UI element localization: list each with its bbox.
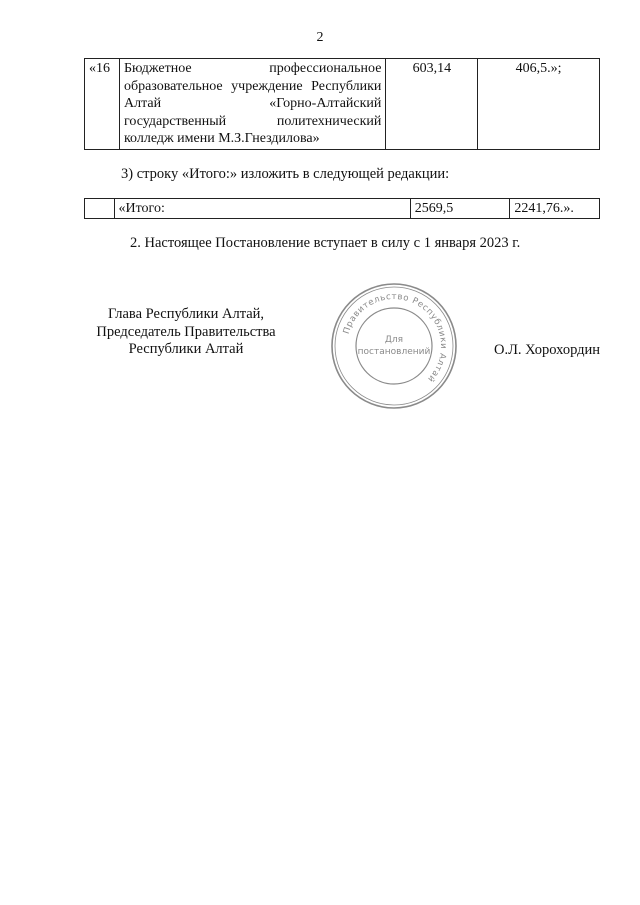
stamp-outer-ring bbox=[332, 284, 456, 408]
stamp-center-line1: Для bbox=[384, 335, 404, 345]
stamp-outer-ring-inner bbox=[335, 287, 453, 405]
official-stamp bbox=[330, 282, 458, 410]
stamp-center-line2: постановлений bbox=[357, 347, 431, 357]
total-row bbox=[85, 199, 600, 219]
signatory-title-line2: Председатель Правительства bbox=[96, 323, 276, 340]
row-number-cell: «16 bbox=[85, 59, 120, 150]
signatory-name: О.Л. Хорохордин bbox=[494, 342, 601, 358]
total-blank-cell bbox=[85, 199, 115, 219]
signatory-title-line1: Глава Республики Алтай, bbox=[107, 306, 265, 322]
table-row bbox=[84, 58, 600, 150]
total-table bbox=[84, 198, 600, 219]
value2-cell: 406,5.»; bbox=[478, 59, 600, 150]
institution-name-cell: Бюджетное профессиональное образовательное учреждение Республики Алтай «Горно-Алтайский государственный политехнический колледж имени М.З.Гнездилова» bbox=[119, 59, 385, 150]
total-value2-cell: 2241,76.». bbox=[510, 199, 600, 219]
stamp-ring-text: Правительство Республики Алтай bbox=[341, 291, 449, 385]
paragraph-3: 3) строку «Итого:» изложить в следующей редакции: bbox=[121, 166, 450, 182]
page-number: 2 bbox=[316, 30, 324, 45]
total-value1-cell: 2569,5 bbox=[410, 199, 510, 219]
paragraph-2: 2. Настоящее Постановление вступает в силу с 1 января 2023 г. bbox=[130, 235, 521, 251]
signatory-title bbox=[80, 306, 292, 359]
table-row-16 bbox=[85, 59, 600, 150]
total-label-cell: «Итого: bbox=[114, 199, 410, 219]
stamp-inner-ring bbox=[356, 308, 432, 384]
value1-cell: 603,14 bbox=[386, 59, 478, 150]
signatory-title-line3: Республики Алтай bbox=[128, 341, 244, 357]
